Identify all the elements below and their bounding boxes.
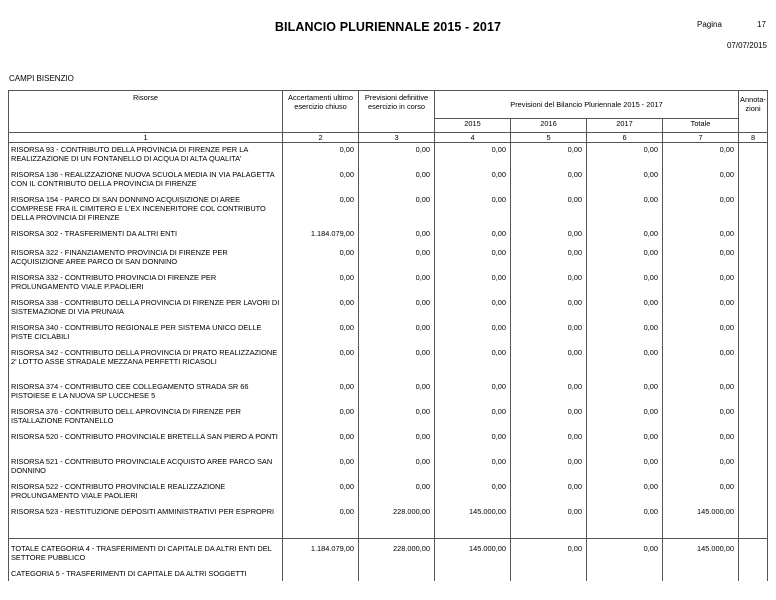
row-value-c7: 145.000,00 [663,505,739,539]
row-description: RISORSA 522 - CONTRIBUTO PROVINCIALE REALIZZAZIONE PROLUNGAMENTO VIALE PAOLIERI [9,480,283,505]
row-value-c3: 0,00 [359,246,435,271]
row-description: RISORSA 340 - CONTRIBUTO REGIONALE PER SISTEMA UNICO DELLE PISTE CICLABILI [9,321,283,346]
row-value-c2: 0,00 [283,505,359,539]
row-value-c6: 0,00 [587,227,663,246]
row-value-c7: 0,00 [663,321,739,346]
table-row [9,346,768,380]
row-value-c4: 0,00 [435,455,511,480]
row-value-c4: 0,00 [435,143,511,168]
row-value-c6: 0,00 [587,430,663,455]
col-number: 7 [663,133,739,143]
row-annotation [739,430,768,455]
row-value-c7: 0,00 [663,430,739,455]
table-row [9,405,768,430]
header-2017: 2017 [587,119,663,133]
row-value-c5: 0,00 [511,296,587,321]
row-value-c5: 0,00 [511,505,587,539]
row-value-c4: 0,00 [435,321,511,346]
row-value-c4: 0,00 [435,246,511,271]
table-row [9,430,768,455]
col-number: 3 [359,133,435,143]
row-value-c4: 0,00 [435,430,511,455]
row-value-c4: 0,00 [435,380,511,405]
row-value-c5: 0,00 [511,480,587,505]
total-value-c7: 145.000,00 [663,539,739,567]
header-previsioni-definitive: Previsioni definitive esercizio in corso [359,91,435,133]
col-number: 4 [435,133,511,143]
row-value-c2: 0,00 [283,168,359,193]
row-value-c6: 0,00 [587,296,663,321]
empty-cell [587,567,663,581]
row-value-c7: 0,00 [663,193,739,227]
row-value-c2: 0,00 [283,271,359,296]
row-value-c2: 0,00 [283,193,359,227]
row-value-c6: 0,00 [587,380,663,405]
table-row [9,480,768,505]
row-value-c2: 0,00 [283,296,359,321]
budget-table [8,90,768,581]
total-description: TOTALE CATEGORIA 4 - TRASFERIMENTI DI CAPITALE DA ALTRI ENTI DEL SETTORE PUBBLICO [9,539,283,567]
row-description: RISORSA 374 - CONTRIBUTO CEE COLLEGAMENTO STRADA SR 66 PISTOIESE E LA NUOVA SP LUCCHESE 5 [9,380,283,405]
report-title: BILANCIO PLURIENNALE 2015 - 2017 [274,20,502,34]
row-value-c7: 0,00 [663,143,739,168]
row-value-c6: 0,00 [587,246,663,271]
row-value-c5: 0,00 [511,405,587,430]
table-row [9,168,768,193]
table-row [9,380,768,405]
header-previsioni-pluriennale: Previsioni del Bilancio Pluriennale 2015 - 2017 [435,91,739,119]
row-value-c4: 0,00 [435,168,511,193]
empty-cell [435,567,511,581]
row-value-c6: 0,00 [587,321,663,346]
row-value-c4: 0,00 [435,346,511,380]
row-value-c2: 0,00 [283,246,359,271]
row-value-c4: 0,00 [435,480,511,505]
row-value-c5: 0,00 [511,143,587,168]
row-value-c2: 0,00 [283,321,359,346]
row-description: RISORSA 376 - CONTRIBUTO DELL APROVINCIA DI FIRENZE PER ISTALLAZIONE FONTANELLO [9,405,283,430]
table-row [9,143,768,168]
row-value-c7: 0,00 [663,271,739,296]
row-value-c3: 0,00 [359,430,435,455]
total-row [9,539,768,567]
total-annotation [739,539,768,567]
row-annotation [739,227,768,246]
col-number: 1 [9,133,283,143]
total-value-c5: 0,00 [511,539,587,567]
header-2015: 2015 [435,119,511,133]
header-annotazioni: Annota-zioni [739,91,768,133]
row-value-c3: 0,00 [359,227,435,246]
row-description: RISORSA 93 - CONTRIBUTO DELLA PROVINCIA DI FIRENZE PER LA REALIZZAZIONE DI UN FONTANELLO DI ACQUA DI ALTA QUALITA' [9,143,283,168]
row-value-c3: 0,00 [359,321,435,346]
row-value-c5: 0,00 [511,271,587,296]
total-value-c3: 228.000,00 [359,539,435,567]
row-description: RISORSA 322 - FINANZIAMENTO PROVINCIA DI FIRENZE PER ACQUISIZIONE AREE PARCO DI SAN DONNINO [9,246,283,271]
row-annotation [739,321,768,346]
row-annotation [739,296,768,321]
row-value-c7: 0,00 [663,227,739,246]
row-value-c4: 145.000,00 [435,505,511,539]
total-value-c4: 145.000,00 [435,539,511,567]
row-annotation [739,455,768,480]
row-description: RISORSA 523 - RESTITUZIONE DEPOSITI AMMINISTRATIVI PER ESPROPRI [9,505,283,539]
row-annotation [739,143,768,168]
row-value-c2: 0,00 [283,346,359,380]
row-value-c3: 0,00 [359,271,435,296]
row-value-c4: 0,00 [435,193,511,227]
entity-name: CAMPI BISENZIO [9,74,74,83]
row-annotation [739,505,768,539]
row-value-c6: 0,00 [587,346,663,380]
category-title: CATEGORIA 5 - TRASFERIMENTI DI CAPITALE DA ALTRI SOGGETTI [9,567,283,581]
row-value-c5: 0,00 [511,227,587,246]
row-value-c3: 228.000,00 [359,505,435,539]
row-description: RISORSA 342 - CONTRIBUTO DELLA PROVINCIA DI PRATO REALIZZAZIONE 2' LOTTO ASSE STRADALE MEZZANA PERFETTI RICASOLI [9,346,283,380]
row-value-c5: 0,00 [511,455,587,480]
empty-cell [739,567,768,581]
row-value-c3: 0,00 [359,480,435,505]
page-number: 17 [757,20,766,29]
row-value-c5: 0,00 [511,321,587,346]
row-annotation [739,168,768,193]
row-annotation [739,380,768,405]
table-row [9,271,768,296]
row-value-c6: 0,00 [587,168,663,193]
row-annotation [739,346,768,380]
row-value-c4: 0,00 [435,227,511,246]
row-description: RISORSA 302 - TRASFERIMENTI DA ALTRI ENTI [9,227,283,246]
table-row [9,455,768,480]
row-value-c3: 0,00 [359,168,435,193]
row-value-c4: 0,00 [435,271,511,296]
row-value-c2: 0,00 [283,480,359,505]
row-value-c3: 0,00 [359,405,435,430]
row-value-c2: 1.184.079,00 [283,227,359,246]
row-value-c7: 0,00 [663,346,739,380]
row-value-c6: 0,00 [587,193,663,227]
row-value-c2: 0,00 [283,430,359,455]
category-row [9,567,768,581]
row-value-c2: 0,00 [283,455,359,480]
row-value-c5: 0,00 [511,193,587,227]
row-value-c7: 0,00 [663,405,739,430]
row-value-c3: 0,00 [359,296,435,321]
table-row [9,193,768,227]
row-value-c4: 0,00 [435,296,511,321]
row-value-c5: 0,00 [511,380,587,405]
row-annotation [739,480,768,505]
row-description: RISORSA 332 - CONTRIBUTO PROVINCIA DI FIRENZE PER PROLUNGAMENTO VIALE P.PAOLIERI [9,271,283,296]
row-value-c5: 0,00 [511,168,587,193]
header-2016: 2016 [511,119,587,133]
table-row [9,321,768,346]
row-value-c3: 0,00 [359,193,435,227]
row-value-c3: 0,00 [359,380,435,405]
col-number: 5 [511,133,587,143]
col-number: 6 [587,133,663,143]
row-value-c6: 0,00 [587,480,663,505]
empty-cell [663,567,739,581]
row-annotation [739,405,768,430]
empty-cell [511,567,587,581]
col-number: 8 [739,133,768,143]
row-value-c5: 0,00 [511,246,587,271]
total-value-c2: 1.184.079,00 [283,539,359,567]
page-label: Pagina [697,20,722,29]
row-value-c2: 0,00 [283,405,359,430]
row-value-c5: 0,00 [511,346,587,380]
col-number: 2 [283,133,359,143]
row-value-c2: 0,00 [283,380,359,405]
row-value-c6: 0,00 [587,505,663,539]
row-description: RISORSA 338 - CONTRIBUTO DELLA PROVINCIA DI FIRENZE PER LAVORI DI SISTEMAZIONE DI VIA PRUNAIA [9,296,283,321]
row-value-c6: 0,00 [587,271,663,296]
row-description: RISORSA 154 - PARCO DI SAN DONNINO ACQUISIZIONE DI AREE COMPRESE FRA IL CIMITERO E L'EX INCENERITORE COL CONTRIBUTO DELLA PROVINCIA DI FIRENZE [9,193,283,227]
row-value-c3: 0,00 [359,143,435,168]
row-description: RISORSA 136 - REALIZZAZIONE NUOVA SCUOLA MEDIA IN VIA PALAGETTA CON IL CONTRIBUTO DELLA PROVINCIA DI FIRENZE [9,168,283,193]
row-value-c6: 0,00 [587,455,663,480]
row-value-c6: 0,00 [587,405,663,430]
row-description: RISORSA 521 - CONTRIBUTO PROVINCIALE ACQUISTO AREE PARCO SAN DONNINO [9,455,283,480]
row-value-c7: 0,00 [663,380,739,405]
table-row [9,296,768,321]
row-annotation [739,193,768,227]
row-value-c7: 0,00 [663,246,739,271]
header-risorse: Risorse [9,91,283,133]
total-value-c6: 0,00 [587,539,663,567]
header-accertamenti: Accertamenti ultimo esercizio chiuso [283,91,359,133]
row-value-c3: 0,00 [359,455,435,480]
row-value-c7: 0,00 [663,296,739,321]
report-date: 07/07/2015 [726,41,767,50]
row-value-c5: 0,00 [511,430,587,455]
row-value-c3: 0,00 [359,346,435,380]
row-annotation [739,246,768,271]
row-value-c6: 0,00 [587,143,663,168]
table-row [9,246,768,271]
table-row [9,505,768,539]
row-value-c2: 0,00 [283,143,359,168]
empty-cell [283,567,359,581]
table-row [9,227,768,246]
header-totale: Totale [663,119,739,133]
row-value-c7: 0,00 [663,455,739,480]
row-value-c4: 0,00 [435,405,511,430]
row-value-c7: 0,00 [663,168,739,193]
row-description: RISORSA 520 - CONTRIBUTO PROVINCIALE BRETELLA SAN PIERO A PONTI [9,430,283,455]
row-annotation [739,271,768,296]
row-value-c7: 0,00 [663,480,739,505]
empty-cell [359,567,435,581]
